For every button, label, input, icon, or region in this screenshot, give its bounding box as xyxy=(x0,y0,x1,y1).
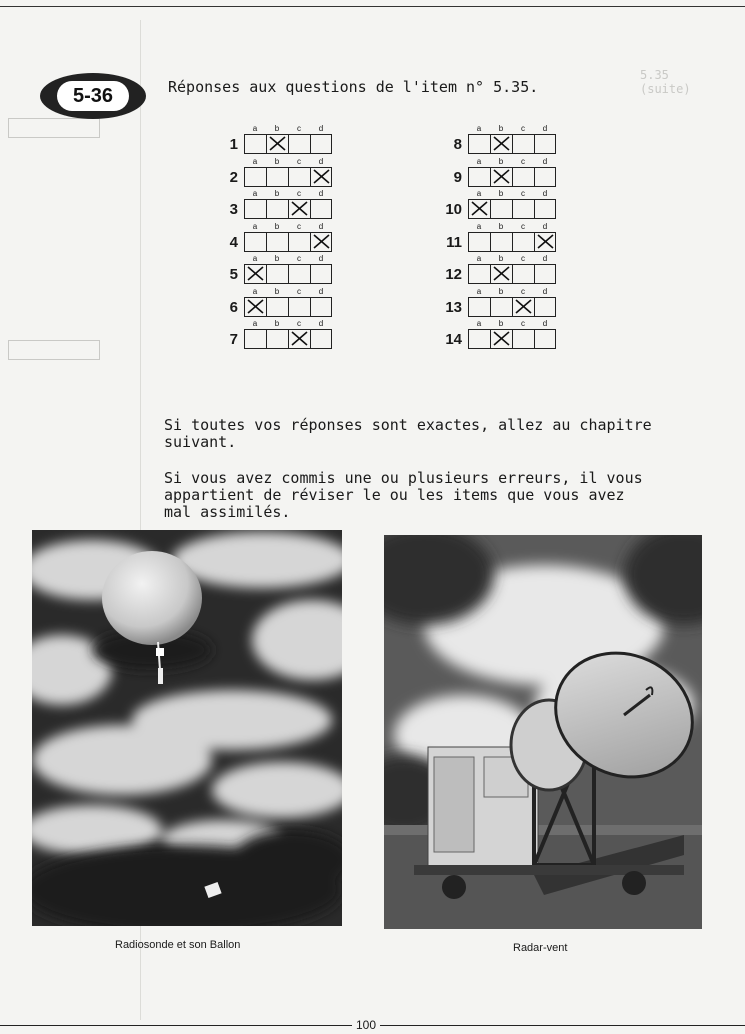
choice-letter: c xyxy=(521,254,525,263)
answer-box-a xyxy=(469,168,491,186)
answer-box-b xyxy=(267,200,289,218)
choice-letter: c xyxy=(297,254,301,263)
caption-radar: Radar-vent xyxy=(513,942,568,954)
answer-box-c xyxy=(289,168,311,186)
choice-letter: d xyxy=(542,221,548,231)
choice-letter: c xyxy=(521,221,525,231)
choice-letters xyxy=(244,156,332,167)
answer-box-d xyxy=(535,200,555,218)
paragraph-success: Si toutes vos réponses sont exactes, allez au chapitre suivant. xyxy=(164,416,652,451)
choice-letters xyxy=(244,188,332,199)
answer-box-c xyxy=(289,233,311,251)
choice-letters xyxy=(468,156,556,167)
answer-box-a xyxy=(245,233,267,251)
answer-box-d xyxy=(311,330,331,348)
choice-letter: c xyxy=(297,221,301,231)
choice-letter: b xyxy=(498,286,504,296)
choice-letters xyxy=(244,286,332,297)
choice-letter: d xyxy=(318,124,324,133)
top-rule xyxy=(0,6,745,7)
answer-box-a xyxy=(245,298,267,316)
cross-mark-icon xyxy=(291,201,308,216)
choice-letter: c xyxy=(521,189,525,198)
answer-box-a xyxy=(469,298,491,316)
answer-box-c xyxy=(289,200,311,218)
answer-box-d xyxy=(311,265,331,283)
cross-mark-icon xyxy=(313,234,330,249)
answer-box-c xyxy=(513,330,535,348)
choice-letter: d xyxy=(318,254,324,263)
question-number: 11 xyxy=(446,233,462,251)
choice-letter: d xyxy=(318,319,324,328)
choice-letter: d xyxy=(542,286,548,296)
cross-mark-icon xyxy=(537,234,554,249)
question-number: 14 xyxy=(445,331,462,348)
question-number: 3 xyxy=(229,201,238,218)
answer-box-d xyxy=(535,135,555,153)
choice-letter: b xyxy=(274,156,280,166)
answer-box-b xyxy=(267,298,289,316)
answer-box-d xyxy=(311,200,331,218)
choice-letter: d xyxy=(318,221,324,231)
choice-letters xyxy=(468,318,556,329)
bleed-box xyxy=(8,340,100,360)
question-number: 2 xyxy=(229,168,238,186)
answer-boxes xyxy=(244,329,332,349)
choice-letters xyxy=(468,253,556,264)
choice-letter: d xyxy=(542,189,548,198)
choice-letter: d xyxy=(542,124,548,133)
item-badge-label: 5-36 xyxy=(57,81,129,111)
answer-box-d xyxy=(311,168,331,186)
cross-mark-icon xyxy=(515,299,532,314)
choice-letter: a xyxy=(476,221,482,231)
answer-box-b xyxy=(491,200,513,218)
choice-letter: c xyxy=(297,124,301,133)
choice-letter: a xyxy=(252,156,258,166)
answer-boxes xyxy=(468,264,556,284)
cross-mark-icon xyxy=(493,136,510,151)
cross-mark-icon xyxy=(313,169,330,184)
cross-mark-icon xyxy=(291,331,308,346)
answer-boxes xyxy=(244,199,332,219)
question-number: 13 xyxy=(445,298,462,316)
question-number: 8 xyxy=(453,136,462,153)
answer-box-d xyxy=(535,233,555,251)
choice-letter: a xyxy=(252,319,258,328)
choice-letter: b xyxy=(498,319,504,328)
answer-box-c xyxy=(513,135,535,153)
answer-box-c xyxy=(289,135,311,153)
answer-box-c xyxy=(289,330,311,348)
choice-letter: c xyxy=(297,189,301,198)
question-number: 10 xyxy=(445,201,462,218)
choice-letter: b xyxy=(274,254,280,263)
answer-row xyxy=(210,253,332,284)
choice-letters xyxy=(244,123,332,134)
bleed-box xyxy=(8,118,100,138)
answer-box-b xyxy=(491,233,513,251)
answer-row xyxy=(210,188,332,219)
answer-row xyxy=(434,253,556,284)
answer-box-b xyxy=(267,330,289,348)
answer-box-b xyxy=(267,265,289,283)
answer-boxes xyxy=(468,232,556,252)
answer-box-d xyxy=(535,265,555,283)
radiosonde-photo xyxy=(32,530,342,926)
radar-illustration xyxy=(384,535,702,929)
choice-letter: a xyxy=(252,189,258,198)
choice-letter: a xyxy=(476,254,482,263)
choice-letter: b xyxy=(274,319,280,328)
answer-box-c xyxy=(289,265,311,283)
question-number: 7 xyxy=(229,331,238,348)
paragraph-errors: Si vous avez commis une ou plusieurs erreurs, il vous appartient de réviser le ou les items que vous avez mal assimilés. xyxy=(164,469,643,521)
answer-box-c xyxy=(513,233,535,251)
choice-letter: a xyxy=(252,221,258,231)
choice-letters xyxy=(244,318,332,329)
answer-box-b xyxy=(491,135,513,153)
radar-photo xyxy=(384,535,702,929)
answer-box-b xyxy=(267,233,289,251)
choice-letters xyxy=(244,221,332,232)
choice-letter: a xyxy=(476,286,482,296)
choice-letter: c xyxy=(297,286,301,296)
answer-box-c xyxy=(289,298,311,316)
choice-letter: b xyxy=(274,286,280,296)
choice-letters xyxy=(468,123,556,134)
answer-box-a xyxy=(469,330,491,348)
answer-box-a xyxy=(245,135,267,153)
answer-boxes xyxy=(244,167,332,187)
answer-box-a xyxy=(469,200,491,218)
answer-box-c xyxy=(513,200,535,218)
answer-boxes xyxy=(244,232,332,252)
choice-letter: b xyxy=(274,124,280,133)
answer-row xyxy=(434,286,556,317)
answer-box-a xyxy=(245,200,267,218)
answer-box-d xyxy=(535,330,555,348)
answer-box-d xyxy=(311,298,331,316)
answer-box-a xyxy=(245,168,267,186)
answer-row xyxy=(434,156,556,187)
answer-box-d xyxy=(535,298,555,316)
cross-mark-icon xyxy=(493,169,510,184)
answer-row xyxy=(210,318,332,349)
intro-text: Réponses aux questions de l'item n° 5.35. xyxy=(168,78,539,96)
caption-radiosonde: Radiosonde et son Ballon xyxy=(115,939,241,951)
choice-letter: b xyxy=(498,124,504,133)
choice-letter: c xyxy=(521,286,525,296)
answer-boxes xyxy=(244,297,332,317)
choice-letter: d xyxy=(318,156,324,166)
choice-letter: b xyxy=(498,221,504,231)
choice-letter: a xyxy=(476,189,482,198)
choice-letter: a xyxy=(252,254,258,263)
item-badge xyxy=(40,73,146,119)
answer-boxes xyxy=(468,297,556,317)
answer-row xyxy=(210,221,332,252)
choice-letter: c xyxy=(521,124,525,133)
question-number: 9 xyxy=(453,168,462,186)
answer-boxes xyxy=(468,134,556,154)
choice-letter: c xyxy=(521,319,525,328)
choice-letter: b xyxy=(274,221,280,231)
question-number: 12 xyxy=(445,266,462,283)
choice-letter: c xyxy=(297,319,301,328)
answer-box-d xyxy=(311,233,331,251)
answer-box-a xyxy=(245,330,267,348)
answer-box-a xyxy=(469,135,491,153)
choice-letter: d xyxy=(542,319,548,328)
question-number: 4 xyxy=(229,233,238,251)
cross-mark-icon xyxy=(493,266,510,281)
choice-letter: d xyxy=(542,254,548,263)
choice-letters xyxy=(468,188,556,199)
choice-letter: a xyxy=(476,124,482,133)
choice-letter: b xyxy=(498,189,504,198)
answer-boxes xyxy=(468,199,556,219)
cross-mark-icon xyxy=(269,136,286,151)
cross-mark-icon xyxy=(247,266,264,281)
answer-box-c xyxy=(513,265,535,283)
answer-box-a xyxy=(469,233,491,251)
answer-row xyxy=(434,188,556,219)
answer-row xyxy=(434,123,556,154)
answer-box-b xyxy=(267,135,289,153)
answer-boxes xyxy=(468,329,556,349)
answer-row xyxy=(210,286,332,317)
cross-mark-icon xyxy=(493,331,510,346)
radiosonde-illustration xyxy=(32,530,342,926)
answer-box-a xyxy=(469,265,491,283)
answer-row xyxy=(210,156,332,187)
answer-box-b xyxy=(491,265,513,283)
answer-box-c xyxy=(513,168,535,186)
choice-letters xyxy=(468,286,556,297)
answer-row xyxy=(434,221,556,252)
cross-mark-icon xyxy=(247,299,264,314)
choice-letters xyxy=(468,221,556,232)
choice-letter: a xyxy=(252,124,258,133)
choice-letter: d xyxy=(318,189,324,198)
answer-boxes xyxy=(244,134,332,154)
answer-box-b xyxy=(267,168,289,186)
choice-letter: b xyxy=(498,254,504,263)
choice-letter: a xyxy=(252,286,258,296)
answer-boxes xyxy=(468,167,556,187)
answer-box-b xyxy=(491,298,513,316)
answer-box-c xyxy=(513,298,535,316)
choice-letter: a xyxy=(476,156,482,166)
answer-boxes xyxy=(244,264,332,284)
answer-box-b xyxy=(491,168,513,186)
answer-box-d xyxy=(311,135,331,153)
answer-row xyxy=(210,123,332,154)
choice-letter: b xyxy=(498,156,504,166)
cross-mark-icon xyxy=(471,201,488,216)
choice-letter: b xyxy=(274,189,280,198)
bleed-text: 5.35 (suite) xyxy=(640,68,691,96)
choice-letter: d xyxy=(318,286,324,296)
answer-row xyxy=(434,318,556,349)
question-number: 6 xyxy=(229,298,238,316)
choice-letter: d xyxy=(542,156,548,166)
question-number: 1 xyxy=(229,136,238,153)
question-number: 5 xyxy=(229,266,238,283)
choice-letter: c xyxy=(521,156,525,166)
choice-letter: a xyxy=(476,319,482,328)
answer-box-d xyxy=(535,168,555,186)
page-number: 100 xyxy=(352,1018,380,1032)
choice-letters xyxy=(244,253,332,264)
answer-box-a xyxy=(245,265,267,283)
answer-box-b xyxy=(491,330,513,348)
choice-letter: c xyxy=(297,156,301,166)
